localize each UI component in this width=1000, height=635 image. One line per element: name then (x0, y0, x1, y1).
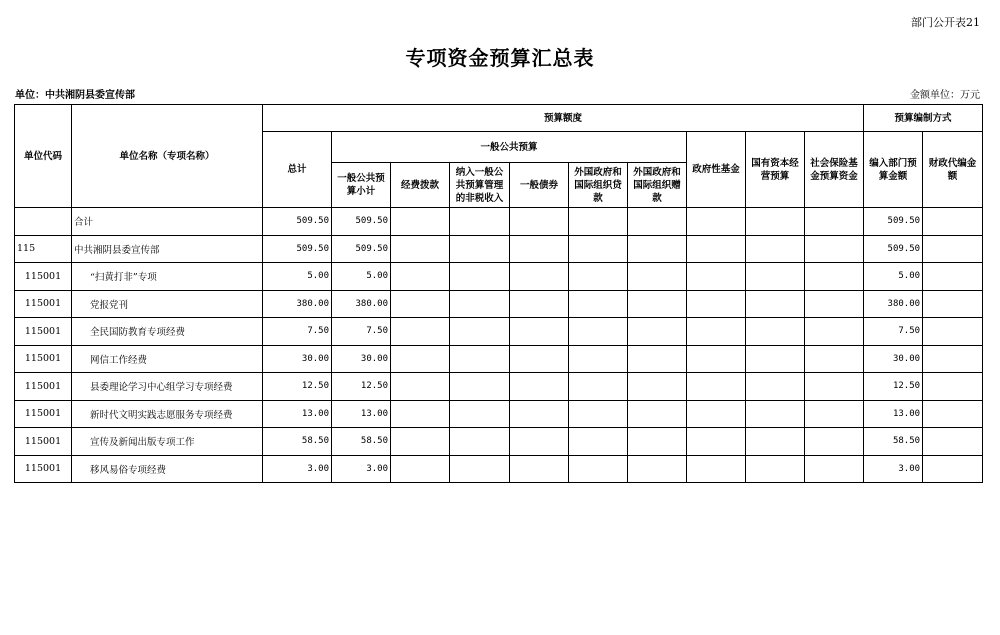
cell-social-insurance (805, 373, 864, 401)
cell-total: 30.00 (263, 345, 332, 373)
cell-state-capital (746, 373, 805, 401)
table-row (15, 455, 983, 483)
cell-state-capital (746, 345, 805, 373)
row-name: 移风易俗专项经费 (72, 455, 263, 483)
cell-dept-amount: 3.00 (864, 455, 923, 483)
cell-total: 12.50 (263, 373, 332, 401)
cell-dept-amount: 380.00 (864, 290, 923, 318)
cell-total: 7.50 (263, 318, 332, 346)
cell-gov-fund (687, 455, 746, 483)
col-header-gov-fund: 政府性基金 (687, 132, 746, 208)
cell-gp-subtotal: 30.00 (332, 345, 391, 373)
cell-fiscal-proxy (923, 373, 983, 401)
cell-general-bonds (510, 235, 569, 263)
col-header-dept-amount: 编入部门预算金额 (864, 132, 923, 208)
cell-social-insurance (805, 345, 864, 373)
cell-foreign-loans (569, 208, 628, 236)
cell-dept-amount: 509.50 (864, 208, 923, 236)
cell-state-capital (746, 455, 805, 483)
cell-nontax-income (450, 345, 510, 373)
cell-gov-fund (687, 428, 746, 456)
cell-social-insurance (805, 318, 864, 346)
cell-gp-subtotal: 58.50 (332, 428, 391, 456)
cell-state-capital (746, 400, 805, 428)
cell-foreign-loans (569, 318, 628, 346)
cell-dept-amount: 5.00 (864, 263, 923, 291)
row-name: 党报党刊 (72, 290, 263, 318)
cell-nontax-income (450, 263, 510, 291)
cell-funding-allocation (391, 345, 450, 373)
col-header-fiscal-proxy: 财政代编金额 (923, 132, 983, 208)
cell-foreign-loans (569, 345, 628, 373)
cell-funding-allocation (391, 290, 450, 318)
cell-gov-fund (687, 400, 746, 428)
cell-general-bonds (510, 428, 569, 456)
cell-general-bonds (510, 290, 569, 318)
cell-total: 58.50 (263, 428, 332, 456)
cell-dept-amount: 13.00 (864, 400, 923, 428)
col-header-gp-subtotal: 一般公共预算小计 (332, 163, 391, 208)
row-code: 115001 (15, 290, 72, 318)
cell-nontax-income (450, 235, 510, 263)
cell-gp-subtotal: 13.00 (332, 400, 391, 428)
table-row (15, 263, 983, 291)
cell-gov-fund (687, 290, 746, 318)
cell-dept-amount: 7.50 (864, 318, 923, 346)
row-code: 115001 (15, 373, 72, 401)
cell-gp-subtotal: 7.50 (332, 318, 391, 346)
table-row (15, 290, 983, 318)
cell-dept-amount: 58.50 (864, 428, 923, 456)
cell-gov-fund (687, 373, 746, 401)
cell-fiscal-proxy (923, 455, 983, 483)
cell-general-bonds (510, 373, 569, 401)
col-header-general-public: 一般公共预算 (332, 132, 687, 163)
cell-nontax-income (450, 290, 510, 318)
cell-foreign-grants (628, 318, 687, 346)
table-row (15, 235, 983, 263)
cell-funding-allocation (391, 400, 450, 428)
cell-general-bonds (510, 208, 569, 236)
form-number: 部门公开表21 (911, 16, 980, 29)
cell-total: 3.00 (263, 455, 332, 483)
cell-social-insurance (805, 208, 864, 236)
amount-unit-label: 金额单位：万元 (910, 90, 980, 101)
row-code: 115001 (15, 263, 72, 291)
col-header-foreign-loans: 外国政府和国际组织贷款 (569, 163, 628, 208)
cell-state-capital (746, 263, 805, 291)
cell-fiscal-proxy (923, 208, 983, 236)
table-row (15, 373, 983, 401)
cell-funding-allocation (391, 455, 450, 483)
cell-gp-subtotal: 509.50 (332, 235, 391, 263)
cell-gp-subtotal: 3.00 (332, 455, 391, 483)
cell-nontax-income (450, 208, 510, 236)
cell-nontax-income (450, 400, 510, 428)
cell-social-insurance (805, 400, 864, 428)
cell-funding-allocation (391, 373, 450, 401)
row-name: “扫黄打非”专项 (72, 263, 263, 291)
cell-dept-amount: 12.50 (864, 373, 923, 401)
cell-foreign-loans (569, 455, 628, 483)
cell-foreign-grants (628, 373, 687, 401)
cell-state-capital (746, 208, 805, 236)
cell-funding-allocation (391, 428, 450, 456)
col-header-budget-amount: 预算额度 (263, 105, 864, 132)
cell-funding-allocation (391, 208, 450, 236)
row-name: 全民国防教育专项经费 (72, 318, 263, 346)
col-header-nontax-income: 纳入一般公共预算管理的非税收入 (450, 163, 510, 208)
cell-gp-subtotal: 509.50 (332, 208, 391, 236)
col-header-social-insurance: 社会保险基金预算资金 (805, 132, 864, 208)
cell-foreign-grants (628, 428, 687, 456)
cell-foreign-grants (628, 400, 687, 428)
cell-state-capital (746, 290, 805, 318)
cell-foreign-grants (628, 235, 687, 263)
cell-general-bonds (510, 455, 569, 483)
table-row (15, 318, 983, 346)
cell-social-insurance (805, 290, 864, 318)
cell-social-insurance (805, 235, 864, 263)
cell-foreign-loans (569, 373, 628, 401)
cell-gov-fund (687, 263, 746, 291)
row-name: 中共湘阴县委宣传部 (72, 235, 263, 263)
col-header-foreign-grants: 外国政府和国际组织赠款 (628, 163, 687, 208)
cell-total: 380.00 (263, 290, 332, 318)
row-code (15, 208, 72, 236)
cell-foreign-loans (569, 428, 628, 456)
cell-social-insurance (805, 263, 864, 291)
cell-funding-allocation (391, 235, 450, 263)
row-code: 115001 (15, 428, 72, 456)
row-code: 115001 (15, 455, 72, 483)
cell-dept-amount: 30.00 (864, 345, 923, 373)
cell-dept-amount: 509.50 (864, 235, 923, 263)
cell-total: 13.00 (263, 400, 332, 428)
cell-fiscal-proxy (923, 345, 983, 373)
cell-total: 509.50 (263, 208, 332, 236)
cell-total: 5.00 (263, 263, 332, 291)
cell-general-bonds (510, 318, 569, 346)
cell-fiscal-proxy (923, 290, 983, 318)
cell-fiscal-proxy (923, 263, 983, 291)
cell-nontax-income (450, 455, 510, 483)
cell-general-bonds (510, 400, 569, 428)
row-code: 115001 (15, 345, 72, 373)
cell-social-insurance (805, 428, 864, 456)
cell-gov-fund (687, 318, 746, 346)
row-name: 宣传及新闻出版专项工作 (72, 428, 263, 456)
table-row (15, 208, 983, 236)
cell-fiscal-proxy (923, 400, 983, 428)
row-code: 115001 (15, 318, 72, 346)
col-header-general-bonds: 一般债券 (510, 163, 569, 208)
cell-foreign-loans (569, 263, 628, 291)
cell-gp-subtotal: 12.50 (332, 373, 391, 401)
table-row (15, 428, 983, 456)
cell-fiscal-proxy (923, 235, 983, 263)
unit-label: 单位：中共湘阴县委宣传部 (15, 90, 135, 101)
cell-foreign-loans (569, 400, 628, 428)
cell-social-insurance (805, 455, 864, 483)
col-header-total: 总计 (263, 132, 332, 208)
col-header-code: 单位代码 (15, 105, 72, 208)
cell-nontax-income (450, 373, 510, 401)
cell-state-capital (746, 428, 805, 456)
cell-state-capital (746, 318, 805, 346)
cell-funding-allocation (391, 318, 450, 346)
cell-foreign-loans (569, 290, 628, 318)
col-header-state-capital: 国有资本经营预算 (746, 132, 805, 208)
cell-gp-subtotal: 5.00 (332, 263, 391, 291)
cell-funding-allocation (391, 263, 450, 291)
cell-gov-fund (687, 345, 746, 373)
cell-gov-fund (687, 208, 746, 236)
table-row (15, 345, 983, 373)
cell-fiscal-proxy (923, 428, 983, 456)
row-name: 网信工作经费 (72, 345, 263, 373)
row-code: 115001 (15, 400, 72, 428)
col-header-funding-allocation: 经费拨款 (391, 163, 450, 208)
cell-foreign-grants (628, 455, 687, 483)
cell-foreign-loans (569, 235, 628, 263)
cell-foreign-grants (628, 263, 687, 291)
cell-fiscal-proxy (923, 318, 983, 346)
cell-gp-subtotal: 380.00 (332, 290, 391, 318)
cell-general-bonds (510, 345, 569, 373)
col-header-name: 单位名称（专项名称） (72, 105, 263, 208)
row-name: 县委理论学习中心组学习专项经费 (72, 373, 263, 401)
row-name: 新时代文明实践志愿服务专项经费 (72, 400, 263, 428)
cell-foreign-grants (628, 290, 687, 318)
cell-foreign-grants (628, 208, 687, 236)
cell-general-bonds (510, 263, 569, 291)
cell-nontax-income (450, 318, 510, 346)
table-row (15, 400, 983, 428)
row-name: 合计 (72, 208, 263, 236)
cell-total: 509.50 (263, 235, 332, 263)
cell-foreign-grants (628, 345, 687, 373)
col-header-method: 预算编制方式 (864, 105, 983, 132)
cell-state-capital (746, 235, 805, 263)
row-code: 115 (15, 235, 72, 263)
page-title: 专项资金预算汇总表 (405, 46, 595, 70)
cell-gov-fund (687, 235, 746, 263)
cell-nontax-income (450, 428, 510, 456)
budget-table (14, 104, 983, 483)
